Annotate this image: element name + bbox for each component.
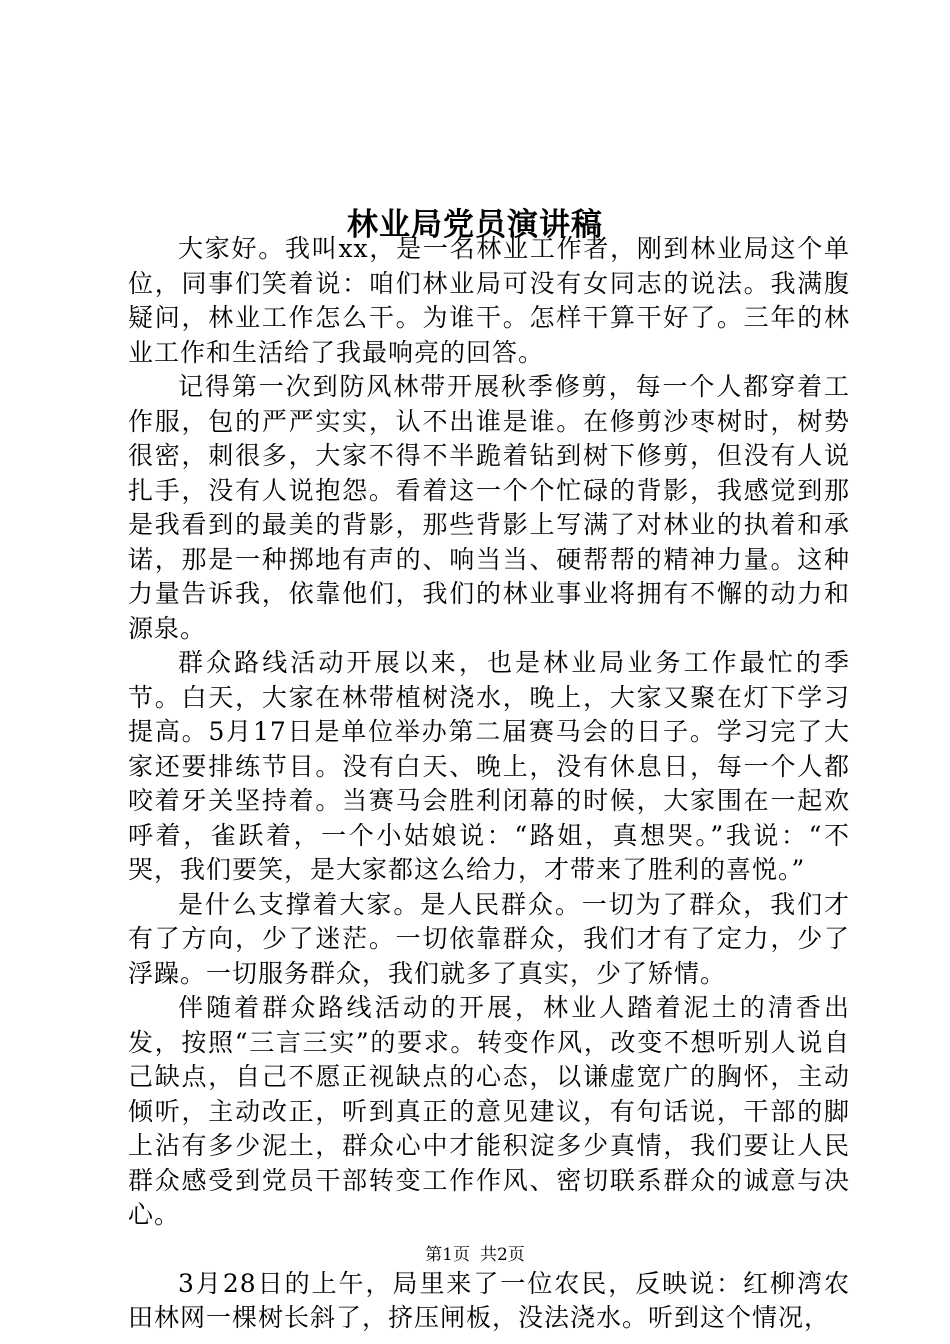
paragraph-3: 群众路线活动开展以来，也是林业局业务工作最忙的季节。白天，大家在林带植树浇水，晚上，大家又聚在灯下学习提高。5月17日是单位举办第二届赛马会的日子。学习完了大家还要排练节目。没有白天、晚上，没有休息日，每一个人都咬着牙关坚持着。当赛马会胜利闭幕的时候，大家围在一起欢呼着，雀跃着，一个小姑娘说：“路姐，真想哭。”我说：“不哭，我们要笑，是大家都这么给力，才带来了胜利的喜悦。”: [128, 648, 850, 884]
paragraph-5: 伴随着群众路线活动的开展，林业人踏着泥土的清香出发，按照“三言三实”的要求。转变作风，改变不想听别人说自己缺点，自己不愿正视缺点的心态，以谦虚宽广的胸怀，主动倾听，主动改正，听到真正的意见建议，有句话说，干部的脚上沾有多少泥土，群众心中才能积淀多少真情，我们要让人民群众感受到党员干部转变工作作风、密切联系群众的诚意与决心。: [128, 993, 850, 1229]
paragraph-4: 是什么支撑着大家。是人民群众。一切为了群众，我们才有了方向，少了迷茫。一切依靠群众，我们才有了定力，少了浮躁。一切服务群众，我们就多了真实，少了矫情。: [128, 889, 850, 988]
document-title: 林业局党员演讲稿: [347, 206, 603, 243]
page-number: 第1页: [425, 1245, 470, 1265]
page-footer: [0, 1243, 950, 1267]
page-total: 共2页: [480, 1245, 525, 1265]
paragraph-2: 记得第一次到防风林带开展秋季修剪，每一个人都穿着工作服，包的严严实实，认不出谁是谁。在修剪沙枣树时，树势很密，刺很多，大家不得不半跪着钻到树下修剪，但没有人说扎手，没有人说抱怨。看着这一个个忙碌的背影，我感觉到那是我看到的最美的背影，那些背影上写满了对林业的执着和承诺，那是一种掷地有声的、响当当、硬帮帮的精神力量。这种力量告诉我，依靠他们，我们的林业事业将拥有不懈的动力和源泉。: [128, 372, 850, 643]
paragraph-6: 3月28日的上午，局里来了一位农民，反映说：红柳湾农田林网一棵树长斜了，挤压闸板，没法浇水。听到这个情况，: [128, 1268, 850, 1332]
paragraph-1: 大家好。我叫xx，是一名林业工作者，刚到林业局这个单位，同事们笑着说：咱们林业局可没有女同志的说法。我满腹疑问，林业工作怎么干。为谁干。怎样干算干好了。三年的林业工作和生活给了我最响亮的回答。: [128, 234, 850, 367]
document-body: [128, 232, 850, 1336]
